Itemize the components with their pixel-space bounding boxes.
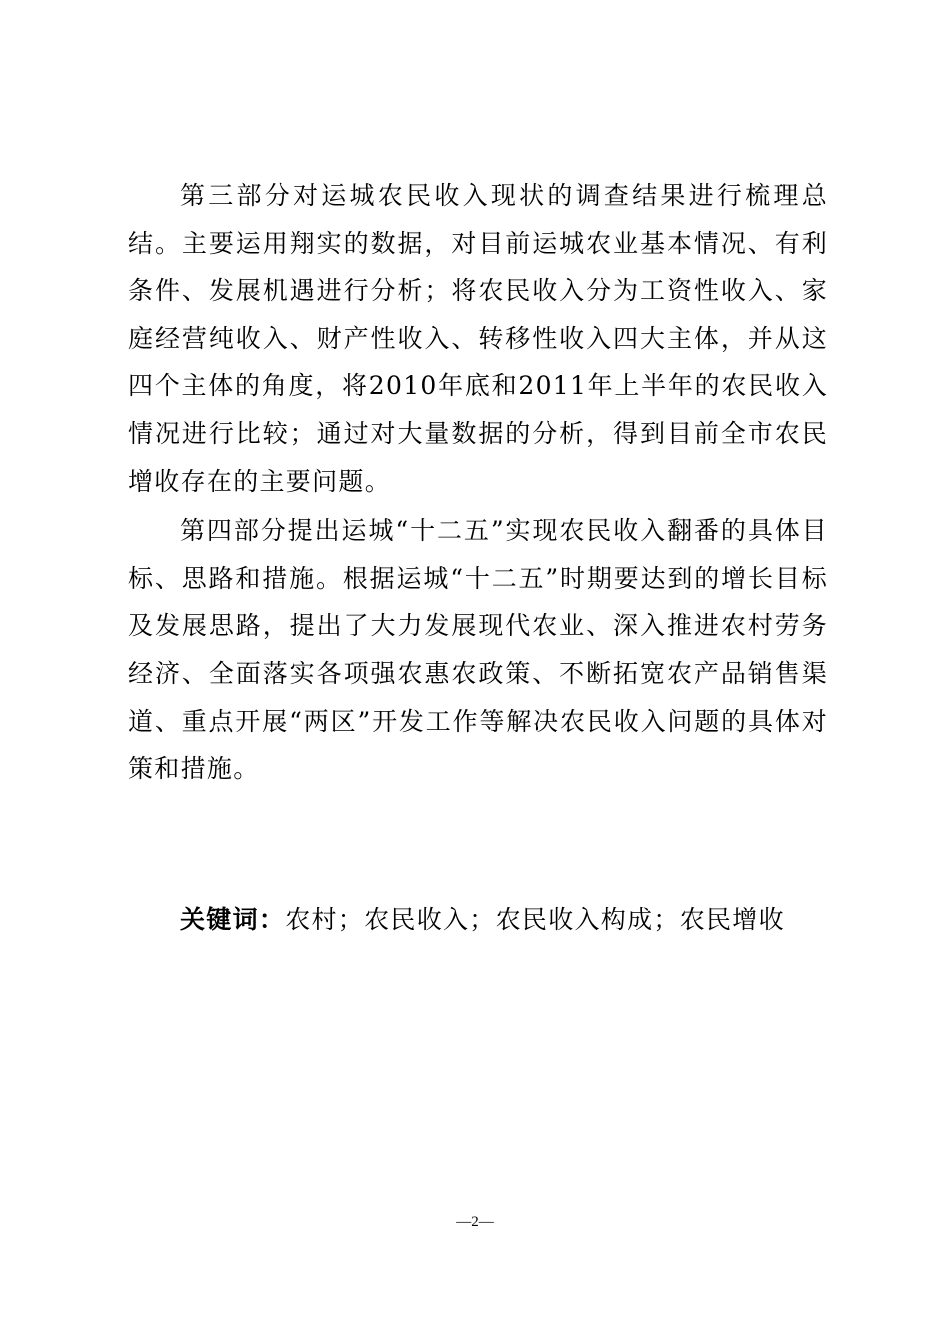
- page-number: —2—: [456, 1214, 494, 1230]
- body-text: [128, 172, 828, 795]
- paragraph-part-three: 第三部分对运城农民收入现状的调查结果进行梳理总结。主要运用翔实的数据，对目前运城农业基本情况、有利条件、发展机遇进行分析；将农民收入分为工资性收入、家庭经营纯收入、财产性收入、转移性收入四大主体，并从这四个主体的角度，将2010年底和2011年上半年的农民收入情况进行比较；通过对大量数据的分析，得到目前全市农民增收存在的主要问题。: [128, 181, 828, 496]
- keywords-line: [180, 896, 785, 943]
- keywords-label: 关键词：: [180, 905, 286, 934]
- keywords-text: 农村；农民收入；农民收入构成；农民增收: [285, 905, 785, 934]
- paragraph-part-four: 第四部分提出运城“十二五”实现农民收入翻番的具体目标、思路和措施。根据运城“十二五”时期要达到的增长目标及发展思路，提出了大力发展现代农业、深入推进农村劳务经济、全面落实各项强农惠农政策、不断拓宽农产品销售渠道、重点开展“两区”开发工作等解决农民收入问题的具体对策和措施。: [128, 516, 828, 784]
